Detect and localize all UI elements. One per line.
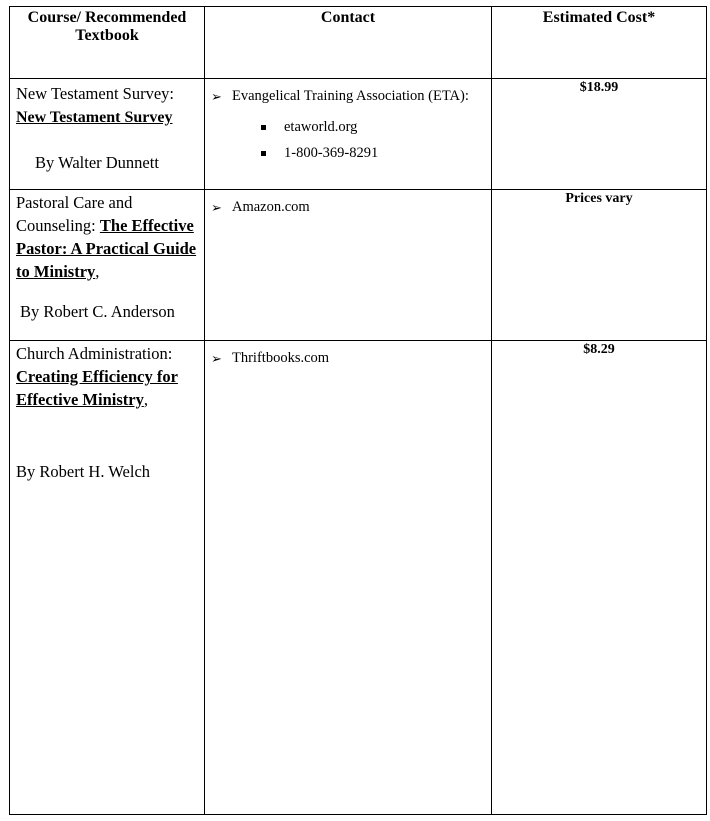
contact-text: Thriftbooks.com [232, 350, 330, 366]
textbook-title: The Effective Pastor: A Practical Guide to Ministry [16, 216, 197, 281]
course-cell [10, 190, 205, 341]
course-name: Church Administration: [16, 344, 173, 363]
header-course: Course/ Recommended Textbook [10, 7, 205, 79]
cost-cell [492, 79, 707, 190]
square-bullet-icon [261, 151, 266, 156]
textbook-title: Creating Efficiency for Effective Ministry [16, 367, 178, 409]
phone-text: 1-800-369-8291 [284, 144, 379, 161]
contact-cell [205, 341, 492, 815]
arrow-bullet-icon: ➢ [211, 351, 222, 366]
course-name: Pastoral Care and Counseling: [16, 193, 133, 235]
textbook-title: New Testament Survey [16, 109, 173, 126]
author: By Robert H. Welch [16, 462, 151, 481]
contact-cell [205, 190, 492, 341]
cost-value: $18.99 [579, 80, 619, 95]
table-row [10, 190, 707, 341]
cost-value: $8.29 [583, 342, 615, 357]
course-cell [10, 341, 205, 815]
website-text: etaworld.org [284, 118, 358, 135]
cost-cell [492, 341, 707, 815]
header-row [10, 7, 707, 79]
table-row [10, 341, 707, 815]
square-bullet-icon [261, 125, 266, 130]
table-row [10, 79, 707, 190]
title-suffix: , [143, 390, 148, 409]
contact-text: Evangelical Training Association (ETA): [232, 88, 469, 104]
list-item [261, 114, 487, 140]
header-cost: Estimated Cost* [492, 7, 707, 79]
cost-value: Prices vary [565, 191, 633, 206]
author: By Walter Dunnett [35, 153, 159, 172]
author: By Robert C. Anderson [20, 302, 175, 321]
textbook-table [9, 6, 707, 815]
header-contact: Contact [205, 7, 492, 79]
contact-cell [205, 79, 492, 190]
arrow-bullet-icon: ➢ [211, 89, 222, 104]
course-name: New Testament Survey: [16, 84, 175, 103]
arrow-bullet-icon: ➢ [211, 200, 222, 215]
cost-cell [492, 190, 707, 341]
list-item [261, 140, 487, 166]
course-cell [10, 79, 205, 190]
title-suffix: , [95, 262, 100, 281]
contact-text: Amazon.com [232, 199, 310, 215]
